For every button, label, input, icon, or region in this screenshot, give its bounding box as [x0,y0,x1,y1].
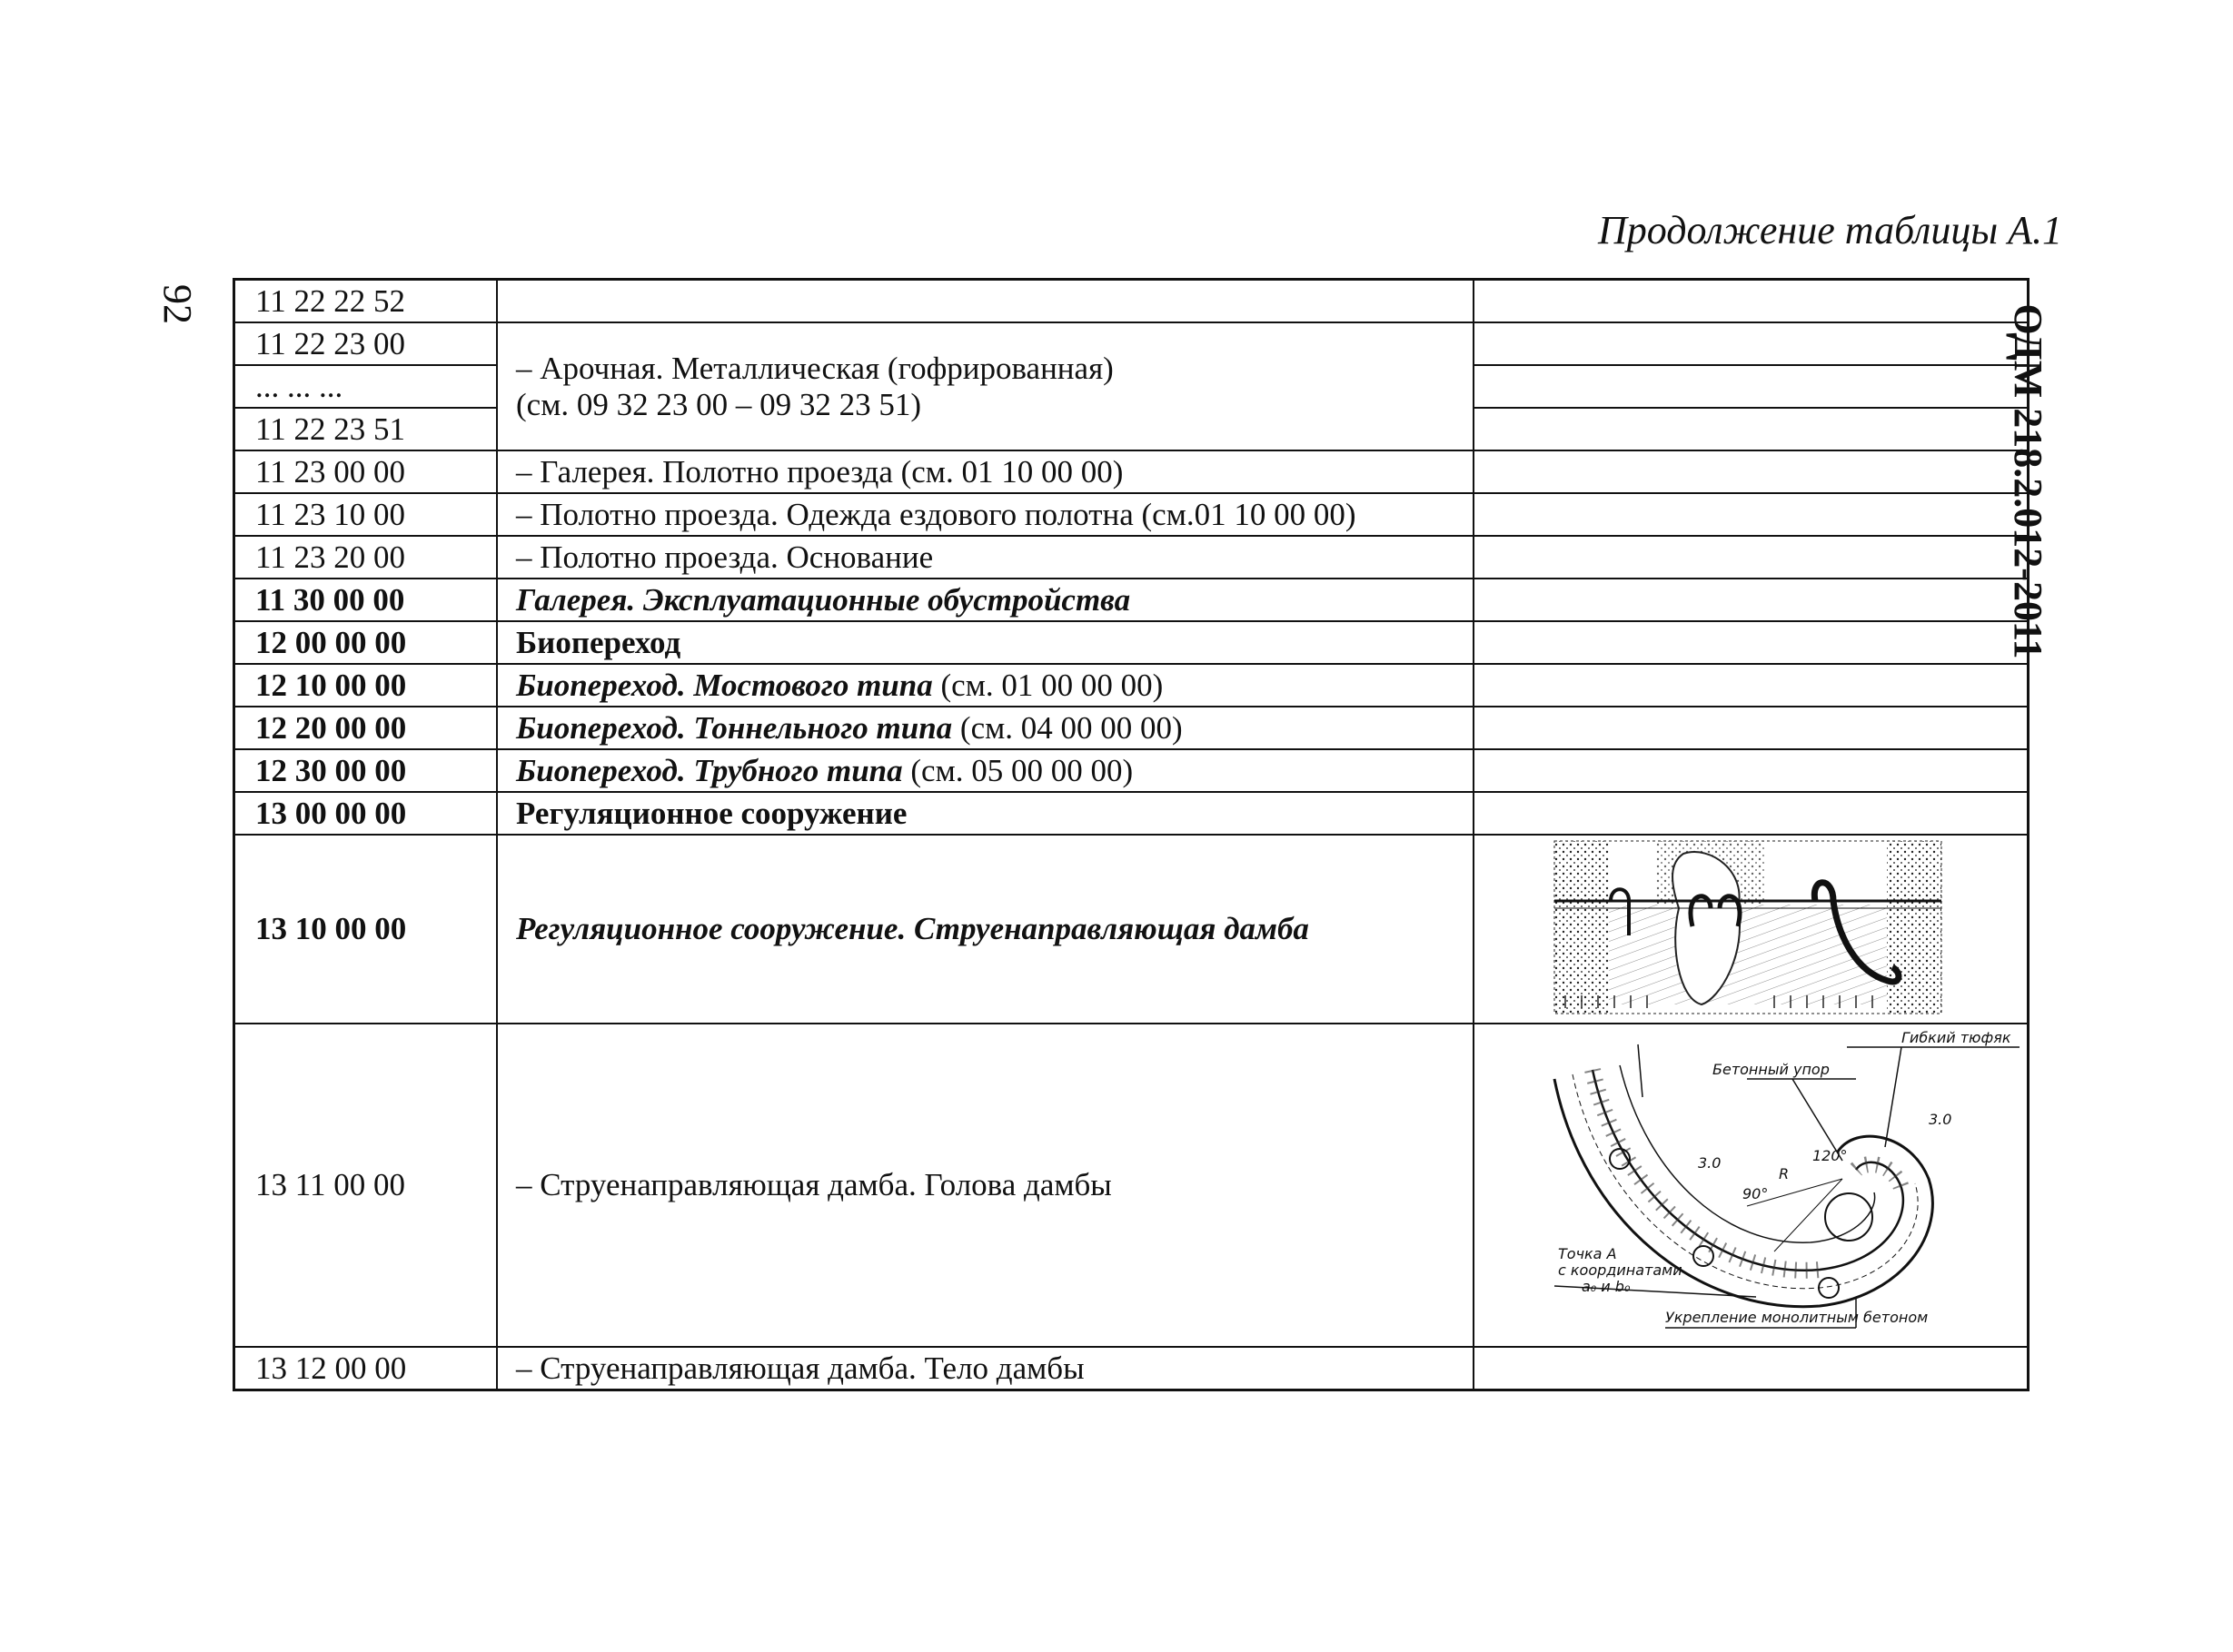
desc-cell: – Полотно проезда. Основание [497,536,1474,579]
desc-ref: (см. 04 00 00 00) [952,709,1183,746]
code-cell: 11 23 00 00 [234,450,498,493]
image-cell [1474,621,2029,664]
code-cell [234,322,498,450]
label-flexible-mat: Гибкий тюфяк [1901,1029,2011,1046]
code-cell: 13 11 00 00 [234,1024,498,1347]
desc-cell: Биопереход [497,621,1474,664]
label-point-a: Точка А [1557,1245,1617,1262]
image-cell [1474,835,2029,1024]
image-cell [1474,579,2029,621]
image-cell [1474,707,2029,749]
dam-head-drawing [1474,1024,2027,1346]
table-row [234,1024,2029,1347]
label-concrete-lining: Укрепление монолитным бетоном [1664,1309,1929,1326]
document-code: ОДМ 218.2.012-2011 [2006,303,2050,659]
label-dimension: 3.0 [1928,1111,1952,1128]
desc-cell [497,707,1474,749]
desc-cell: Галерея. Эксплуатационные обустройства [497,579,1474,621]
label-dimension: 3.0 [1697,1154,1722,1172]
desc-cell: Регуляционное сооружение [497,792,1474,835]
image-cell [1474,493,2029,536]
image-cell [1474,1347,2029,1390]
code-cell: 12 10 00 00 [234,664,498,707]
image-cell [1474,1024,2029,1347]
image-cell [1474,322,2029,450]
table-row [234,450,2029,493]
desc-cell [497,322,1474,450]
classification-table [233,278,2030,1391]
desc-line: (см. 09 32 23 00 – 09 32 23 51) [516,386,922,422]
table-row [234,621,2029,664]
code-line: ... ... ... [235,366,496,409]
desc-line: – Арочная. Металлическая (гофрированная) [516,350,1114,386]
code-line: 11 22 23 00 [235,323,496,366]
desc-cell [497,280,1474,323]
desc-cell [497,749,1474,792]
table-row [234,536,2029,579]
code-cell: 11 23 10 00 [234,493,498,536]
desc-cell [497,664,1474,707]
label-angle: 90° [1742,1185,1769,1202]
label-coordinates: с координатами [1557,1261,1682,1279]
image-cell [1474,664,2029,707]
image-cell [1474,792,2029,835]
code-cell: 12 30 00 00 [234,749,498,792]
image-cell [1474,280,2029,323]
table-row [234,835,2029,1024]
table-row [234,1347,2029,1390]
image-cell [1474,536,2029,579]
desc-title: Биопереход. Тоннельного типа [516,709,953,746]
table-row [234,707,2029,749]
table-row [234,280,2029,323]
table-row [234,322,2029,450]
code-cell: 13 12 00 00 [234,1347,498,1390]
code-cell: 11 30 00 00 [234,579,498,621]
table-row [234,493,2029,536]
table-caption: Продолжение таблицы А.1 [1598,208,2062,252]
label-angle: 120° [1811,1147,1848,1164]
desc-title: Биопереход. Трубного типа [516,752,903,788]
guide-dam-plan-drawing [1474,836,2027,1023]
code-cell: 13 00 00 00 [234,792,498,835]
desc-cell: – Галерея. Полотно проезда (см. 01 10 00 00) [497,450,1474,493]
image-cell [1474,450,2029,493]
table-row [234,749,2029,792]
desc-ref: (см. 05 00 00 00) [902,752,1134,788]
page-number: 92 [155,284,200,324]
label-concrete-stop: Бетонный упор [1712,1061,1830,1078]
table-row [234,792,2029,835]
desc-cell: – Струенаправляющая дамба. Тело дамбы [497,1347,1474,1390]
table-row [234,579,2029,621]
image-cell [1474,749,2029,792]
code-cell: 11 22 22 52 [234,280,498,323]
desc-cell: Регуляционное сооружение. Струенаправляющая дамба [497,835,1474,1024]
desc-cell: – Струенаправляющая дамба. Голова дамбы [497,1024,1474,1347]
desc-ref: (см. 01 00 00 00) [932,667,1164,703]
code-cell: 11 23 20 00 [234,536,498,579]
label-radius: R [1778,1165,1790,1182]
code-cell: 12 00 00 00 [234,621,498,664]
desc-cell: – Полотно проезда. Одежда ездового полотна (см.01 10 00 00) [497,493,1474,536]
code-cell: 13 10 00 00 [234,835,498,1024]
code-cell: 12 20 00 00 [234,707,498,749]
code-line: 11 22 23 51 [255,411,405,447]
label-coordinates-values: a₀ и b₀ [1581,1278,1631,1295]
desc-title: Биопереход. Мостового типа [516,667,933,703]
table-row [234,664,2029,707]
